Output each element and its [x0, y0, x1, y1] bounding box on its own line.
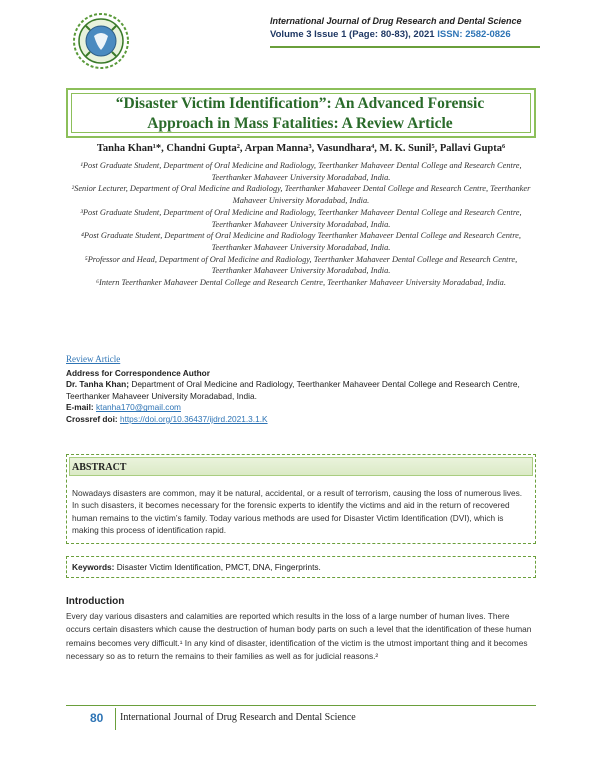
- abstract-header: [66, 454, 536, 478]
- article-type-link[interactable]: Review Article: [66, 354, 121, 364]
- affiliation: ²Senior Lecturer, Department of Oral Medicine and Radiology, Teerthanker Mahaveer Dental College and Research Centre, Teerthanker Mahaveer University Moradabad, India.: [71, 184, 531, 206]
- header-divider: [270, 46, 540, 48]
- abstract-text: Nowadays disasters are common, may it be natural, accidental, or a result of terrorism, causing the loss of numerous lives. In such disasters, it becomes necessary for the forensic experts to identify the victims and aid in the return of recovered human remains to the victim’s family. Today various methods are used for Disaster Victim Identification (DVI), which is making this process of identification rapid.: [72, 488, 523, 535]
- title-line-1: “Disaster Victim Identification”: An Advanced Forensic: [115, 95, 485, 112]
- introduction-heading: Introduction: [66, 596, 125, 607]
- journal-header: [270, 16, 540, 40]
- introduction-text: Every day various disasters and calamities are reported which results in the loss of a large number of human lives. There occurs certain disasters which cause the destruction of human body parts on such a level that the identification of these human remains becomes very difficult.¹ In any kind of disaster, identification of the victim is the utmost important thing and it becomes necessary so as to return the remains to their families as well as for judicial reasons.²: [66, 611, 532, 662]
- affiliation: ⁶Intern Teerthanker Mahaveer Dental College and Research Centre, Teerthanker Mahaveer University Moradabad, India.: [96, 278, 506, 288]
- article-title: [0, 94, 600, 134]
- footer-separator: [115, 708, 116, 730]
- journal-name: International Journal of Drug Research and Dental Science: [270, 16, 522, 26]
- correspondence-heading: Address for Correspondence Author: [66, 367, 210, 378]
- author-list: Tanha Khan¹*, Chandni Gupta², Arpan Manna³, Vasundhara⁴, M. K. Sunil⁵, Pallavi Gupta⁶: [96, 143, 506, 154]
- keywords-label: Keywords:: [72, 562, 115, 572]
- affiliation: ⁴Post Graduate Student, Department of Oral Medicine and Radiology Teerthanker Mahaveer Dental College and Research Centre, Teerthanker Mahaveer University Moradabad, India.: [81, 231, 521, 252]
- email-label: E-mail:: [66, 402, 94, 413]
- journal-logo: [72, 12, 130, 70]
- volume-line: Volume 3 Issue 1 (Page: 80-83), 2021: [270, 29, 435, 40]
- title-line-2: Approach in Mass Fatalities: A Review Article: [147, 115, 453, 132]
- affiliation: ¹Post Graduate Student, Department of Oral Medicine and Radiology, Teerthanker Mahaveer Dental College and Research Centre, Teerthanker Mahaveer University Moradabad, India.: [80, 161, 522, 182]
- footer-journal: International Journal of Drug Research and Dental Science: [120, 712, 356, 723]
- keywords: [72, 562, 321, 572]
- page-number: 80: [90, 711, 104, 725]
- doi-link[interactable]: https://doi.org/10.36437/ijdrd.2021.3.1.K: [119, 413, 268, 424]
- email-line: [66, 402, 536, 414]
- corresponding-author: Dr. Tanha Khan;: [66, 379, 130, 390]
- doi-label: Crossref doi:: [66, 413, 118, 424]
- issn: ISSN: 2582-0826: [437, 29, 511, 40]
- affiliation: ⁵Professor and Head, Department of Oral Medicine and Radiology, Teerthanker Mahaveer Dental College and Research Centre, Teerthanker Mahaveer University Moradabad, India.: [84, 254, 518, 276]
- journal-volume: [270, 29, 540, 40]
- keywords-text: Disaster Victim Identification, PMCT, DNA, Fingerprints.: [116, 562, 321, 572]
- footer-divider: [66, 705, 536, 706]
- correspondence-block: [66, 354, 536, 426]
- doi-line: [66, 414, 536, 426]
- affiliation: ³Post Graduate Student, Department of Oral Medicine and Radiology, Teerthanker Mahaveer Dental College and Research Centre, Teerthanker Mahaveer University Moradabad, India.: [80, 207, 522, 229]
- correspondence-address: [66, 379, 536, 402]
- abstract-heading: ABSTRACT: [72, 462, 127, 473]
- email-link[interactable]: ktanha170@gmail.com: [95, 402, 181, 413]
- author-address: Department of Oral Medicine and Radiology, Teerthanker Mahaveer Dental College and Research Centre, Teerthanker Mahaveer University Moradabad, India.: [66, 379, 520, 401]
- affiliations: [66, 160, 536, 289]
